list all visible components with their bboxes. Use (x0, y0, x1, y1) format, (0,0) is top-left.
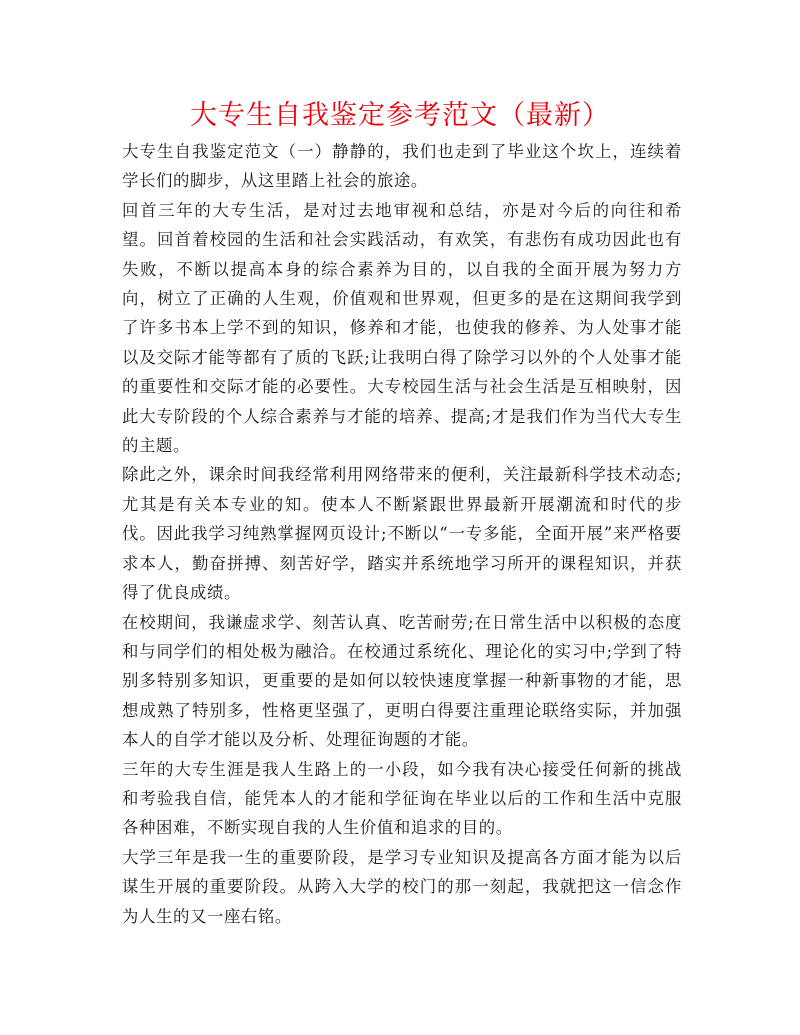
paragraph-conclusion: 大学三年是我一生的重要阶段，是学习专业知识及提高各方面才能为以后谋生开展的重要阶段。从跨入大学的校门的那一刻起，我就把这一信念作为人生的又一座右铭。 (122, 847, 682, 926)
paragraph-extracurricular: 除此之外，课余时间我经常利用网络带来的便利，关注最新科学技术动态;尤其是有关本专业的知。使本人不断紧跟世界最新开展潮流和时代的步伐。因此我学习纯熟掌握网页设计;不断以“一专多能，全面开展”来严格要求本人，勤奋拼搏、刻苦好学，踏实并系统地学习所开的课程知识，并获得了优良成绩。 (122, 465, 682, 603)
paragraph-school-period: 在校期间，我谦虚求学、刻苦认真、吃苦耐劳;在日常生活中以积极的态度和与同学们的相处极为融洽。在校通过系统化、理论化的实习中;学到了特别多特别多知识，更重要的是如何以较快速度掌握一种新事物的才能，思想成熟了特别多，性格更坚强了，更明白得要注重理论联络实际，并加强本人的自学才能以及分析、处理征询题的才能。 (122, 612, 682, 750)
document-title: 大专生自我鉴定参考范文（最新） (190, 100, 610, 131)
document-body (122, 137, 682, 931)
paragraph-review: 回首三年的大专生活，是对过去地审视和总结，亦是对今后的向往和希望。回首着校园的生活和社会实践活动，有欢笑，有悲伤有成功因此也有失败，不断以提高本身的综合素养为目的，以自我的全面开展为努力方向，树立了正确的人生观，价值观和世界观，但更多的是在这期间我学到了许多书本上学不到的知识，修养和才能，也使我的修养、为人处事才能以及交际才能等都有了质的飞跃;让我明白得了除学习以外的个人处事才能的重要性和交际才能的必要性。大专校园生活与社会生活是互相映射，因此大专阶段的个人综合素养与才能的培养、提高;才是我们作为当代大专生的主题。 (122, 200, 682, 456)
paragraph-intro: 大专生自我鉴定范文（一）静静的，我们也走到了毕业这个坎上，连续着学长们的脚步，从这里踏上社会的旅途。 (122, 142, 682, 191)
paragraph-career: 三年的大专生涯是我人生路上的一小段，如今我有决心接受任何新的挑战和考验我自信，能凭本人的才能和学征询在毕业以后的工作和生活中克服各种困难，不断实现自我的人生价值和追求的目的。 (122, 759, 682, 838)
